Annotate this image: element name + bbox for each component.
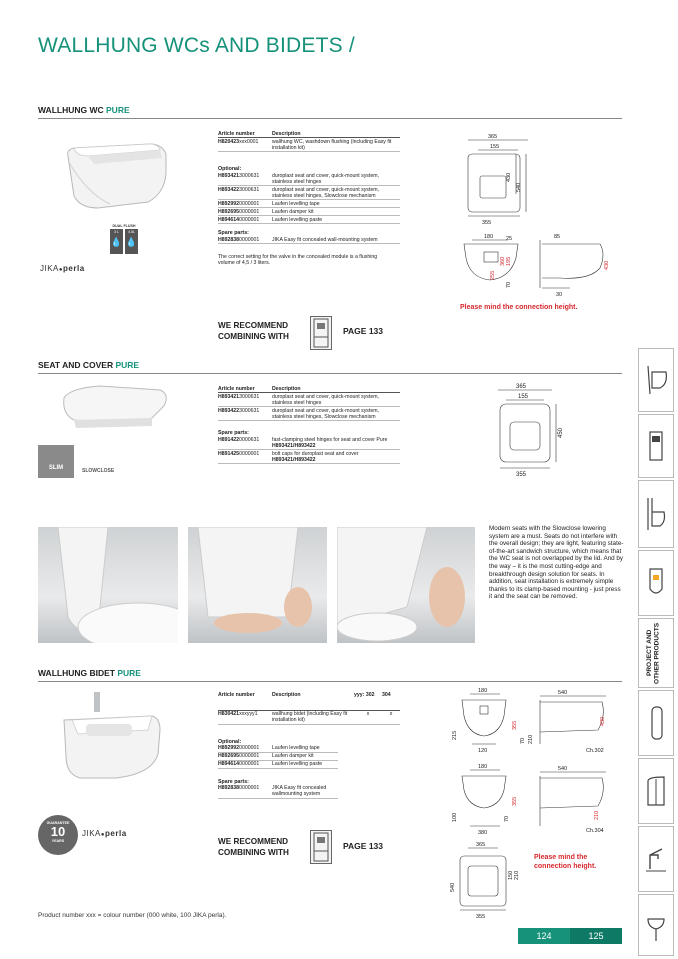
seat-photo-1 xyxy=(38,527,178,643)
page-number-left: 124 xyxy=(518,928,570,944)
bidet-col-304: 304 xyxy=(382,691,400,710)
article-prefix: H892695 xyxy=(218,208,240,215)
article-desc: JIKA Easy fit concealed wall-mounting system xyxy=(272,236,400,244)
dim-label: 150 xyxy=(508,870,514,880)
dim-label: 210 xyxy=(594,810,600,820)
warning-line-1: Please mind the xyxy=(534,854,588,861)
bidet-col-302: yyy: 302 xyxy=(354,691,382,710)
article-prefix: H892992 xyxy=(218,745,240,751)
dim-label: 255 xyxy=(490,270,496,280)
bidet-main-table xyxy=(218,691,400,725)
bidet-heading-text: WALLHUNG BIDET xyxy=(38,668,115,678)
article-desc: duroplast seat and cover, quick-mount system, stainless steel hinges xyxy=(272,172,400,186)
wc-page-ref[interactable]: PAGE 133 xyxy=(343,326,384,336)
bidet-col-desc: Description xyxy=(272,691,354,710)
installation-frame-icon xyxy=(310,830,332,864)
wc-brand-name: JIKA xyxy=(40,264,59,273)
article-desc: wallhung WC, washdown flushing (including Easy fit installation kit) xyxy=(272,138,400,152)
page-title: WALLHUNG WCs AND BIDETS / xyxy=(38,34,355,57)
table-row xyxy=(218,236,400,244)
wc-main-table xyxy=(218,130,400,152)
sidebar-tab-shower[interactable] xyxy=(638,758,674,824)
article-prefix: H894614 xyxy=(218,216,240,223)
article-prefix: H893421 xyxy=(218,393,240,400)
table-row xyxy=(218,407,400,421)
seat-photo-3 xyxy=(337,527,475,643)
article-desc: JIKA Easy fit concealed wallmounting system xyxy=(272,785,338,799)
bidet-connection-warning xyxy=(534,853,596,871)
toilet-icon xyxy=(642,494,670,534)
chart-label: Ch.304 xyxy=(586,828,604,834)
dim-label: 155 xyxy=(490,144,500,150)
sidebar-tab-washbasin[interactable] xyxy=(638,894,674,956)
article-desc-codes: H893421/H893422 xyxy=(272,456,316,463)
dim-label: 30 xyxy=(556,292,563,298)
sidebar-tab-bathtub[interactable] xyxy=(638,690,674,756)
seat-spec-table-block xyxy=(218,385,400,464)
wc-valve-note: The correct setting for the valve in the concealed module is a flushing volume of 4,5 / 3 liters. xyxy=(218,254,378,267)
slim-badge xyxy=(38,445,74,478)
installation-frame-icon xyxy=(642,426,670,466)
variant-302-mark: x xyxy=(354,710,382,724)
article-prefix: H892992 xyxy=(218,200,240,207)
washbasin-icon xyxy=(642,905,670,945)
seat-description: Modern seats with the Slowclose lowering system are a must. Seats do not interfere with the overall design; they are light, featuring state-of-the-art sandwich structure, which means that the WC seat is not overlapped by the lid. And by the way – it is the most cutting-edge and breakthrough design solution for seats. In addition, seat installation is extremely simple thanks to its clamp-based mounting - just press it and the seat can be removed. xyxy=(489,525,624,601)
sidebar-tab-urinal[interactable] xyxy=(638,550,674,616)
article-prefix: H891422 xyxy=(218,436,240,443)
dim-label: 100 xyxy=(452,812,458,822)
wc-brand-bold: perla xyxy=(63,264,85,273)
bidet-optional-label: Optional: xyxy=(218,738,242,745)
shower-enclosure-icon xyxy=(642,771,670,811)
dim-label: 155 xyxy=(518,394,529,400)
dim-label: 180 xyxy=(478,764,488,770)
seat-spare-table xyxy=(218,436,400,464)
dim-label: 430 xyxy=(506,172,512,182)
article-suffix: 0000001 xyxy=(239,208,260,215)
bidet-col-article: Article number xyxy=(218,691,272,710)
article-prefix: H893422 xyxy=(218,186,240,193)
dim-label: 180 xyxy=(484,234,494,240)
bidet-page-ref[interactable]: PAGE 133 xyxy=(343,841,384,851)
recommend-line-1: WE RECOMMEND xyxy=(218,321,289,330)
wc-col-desc: Description xyxy=(272,130,400,138)
table-row xyxy=(218,186,400,200)
seat-heading-accent: PURE xyxy=(115,360,140,370)
wallhung-bidet-image xyxy=(56,690,166,790)
article-suffix: 0000001 xyxy=(239,753,260,759)
seat-col-desc: Description xyxy=(272,385,400,393)
article-suffix: 0000001 xyxy=(239,236,260,243)
article-suffix: 0000001 xyxy=(239,785,260,791)
article-desc: Laufen levelling paste xyxy=(272,760,338,768)
article-suffix: 0000631 xyxy=(239,436,260,443)
wc-technical-drawing xyxy=(450,128,620,303)
bidet-brand-name: JIKA xyxy=(82,829,101,838)
bathtub-icon xyxy=(642,703,670,743)
sidebar-tab-project-label: PROJECT AND OTHER PRODUCTS xyxy=(646,622,661,684)
wc-spare-table xyxy=(218,236,400,244)
article-desc: Laufen damper kit xyxy=(272,208,400,216)
dim-label: 540 xyxy=(450,882,456,892)
wc-recommend xyxy=(218,320,289,342)
flush-3l-label: 3 L xyxy=(114,230,119,234)
article-suffix: xxx0001 xyxy=(239,138,259,145)
article-desc: bolt caps for duroplast seat and cover xyxy=(272,450,359,457)
bidet-technical-drawing xyxy=(446,686,622,922)
dim-label: 210 xyxy=(514,870,520,880)
article-prefix: H891425 xyxy=(218,450,240,457)
seat-main-table xyxy=(218,385,400,421)
table-row xyxy=(218,450,400,464)
bidet-section-rule xyxy=(38,681,622,682)
dim-label: 70 xyxy=(506,281,512,288)
seat-spare-label: Spare parts: xyxy=(218,430,249,436)
dim-label: 365 xyxy=(488,134,498,140)
guarantee-years-word: YEARS xyxy=(51,839,65,843)
slim-label: SLIM xyxy=(48,465,64,471)
sidebar-tab-project[interactable] xyxy=(638,618,674,688)
sidebar-tab-wc[interactable] xyxy=(638,348,674,412)
seat-cover-image xyxy=(60,384,172,434)
wc-optional-table xyxy=(218,172,400,224)
table-row xyxy=(218,752,338,760)
slowclose-label: SLOWCLOSE xyxy=(82,468,115,474)
table-row xyxy=(218,393,400,407)
wc-connection-warning: Please mind the connection height. xyxy=(460,304,578,311)
article-desc: Laufen levelling tape xyxy=(272,745,338,753)
article-suffix: 3000631 xyxy=(239,407,260,414)
warning-line-2: connection height. xyxy=(534,863,597,870)
bidet-recommend xyxy=(218,836,289,858)
installation-frame-icon xyxy=(310,316,332,350)
seat-heading-text: SEAT AND COVER xyxy=(38,360,114,370)
dim-label: 70 xyxy=(520,737,526,744)
dim-label: 430 xyxy=(600,716,606,726)
table-row xyxy=(218,172,400,186)
table-row xyxy=(218,216,400,224)
article-desc: duroplast seat and cover, quick-mount system, stainless steel hinges, Slowclose mechanism xyxy=(272,407,400,421)
article-suffix: 0000001 xyxy=(239,200,260,207)
article-desc: duroplast seat and cover, quick-mount system, stainless steel hinges, Slowclose mechanism xyxy=(272,186,400,200)
dim-label: 355 xyxy=(476,914,486,920)
article-prefix: H893421 xyxy=(218,172,240,179)
bidet-brand-logo: JIKA●perla xyxy=(82,829,127,838)
guarantee-word: GUARANTEE xyxy=(46,821,70,825)
flush-45l-label: 4.5L xyxy=(128,230,135,234)
bidet-spare-table xyxy=(218,785,338,799)
article-desc: duroplast seat and cover, quick-mount system, stainless steel hinges xyxy=(272,393,400,407)
article-suffix: 3000631 xyxy=(239,186,260,193)
table-row xyxy=(218,710,400,724)
urinal-icon xyxy=(642,563,670,603)
article-prefix: H894614 xyxy=(218,761,240,767)
recommend-line-1: WE RECOMMEND xyxy=(218,837,289,846)
article-desc: Laufen levelling paste xyxy=(272,216,400,224)
dim-label: 540 xyxy=(558,690,568,696)
bidet-brand-bold: perla xyxy=(105,829,127,838)
dim-label: 380 xyxy=(478,830,488,836)
article-prefix: H892695 xyxy=(218,753,240,759)
article-suffix: 0000001 xyxy=(239,745,260,751)
article-suffix: 3000631 xyxy=(239,172,260,179)
guarantee-years-number: 10 xyxy=(50,824,66,839)
dim-label: 210 xyxy=(528,734,534,744)
article-suffix: 3000631 xyxy=(239,393,260,400)
dim-label: 365 xyxy=(476,842,486,848)
table-row xyxy=(218,208,400,216)
dim-label: 355 xyxy=(512,720,518,730)
faucet-icon xyxy=(642,839,670,879)
seat-technical-drawing xyxy=(490,380,570,480)
wc-optional-label: Optional: xyxy=(218,166,242,172)
wc-heading-text: WALLHUNG WC xyxy=(38,105,104,115)
dual-flush-label: DUAL FLUSH xyxy=(112,224,136,228)
dim-label: 540 xyxy=(516,182,522,192)
article-prefix: H820423 xyxy=(218,138,240,145)
article-desc: wallhung bidet (including Easy fit installation kit) xyxy=(272,710,354,724)
article-suffix: 0000001 xyxy=(239,216,260,223)
bidet-spec-table-block xyxy=(218,691,400,799)
wc-brand-logo: JIKA●perla xyxy=(40,264,85,273)
variant-304-mark: x xyxy=(382,710,400,724)
article-suffix: 0000001 xyxy=(239,761,260,767)
table-row xyxy=(218,138,400,152)
article-prefix: H830421 xyxy=(218,711,240,717)
wc-section-heading xyxy=(38,105,130,115)
dim-label: 25 xyxy=(506,236,513,242)
dim-label: 180 xyxy=(478,688,488,694)
guarantee-badge xyxy=(38,815,78,855)
page-number-right: 125 xyxy=(570,928,622,944)
wc-section-rule xyxy=(38,118,622,119)
dim-label: 85 xyxy=(554,234,561,240)
dim-label: 540 xyxy=(558,766,568,772)
article-prefix: H892838 xyxy=(218,236,240,243)
bidet-heading-accent: PURE xyxy=(117,668,141,678)
recommend-line-2: COMBINING WITH xyxy=(218,332,289,341)
seat-col-article: Article number xyxy=(218,385,272,393)
article-desc: fast-clamping steel hinges for seat and cover Pure xyxy=(272,436,388,443)
dim-label: 195 xyxy=(506,256,512,266)
wc-col-article: Article number xyxy=(218,130,272,138)
bidet-spare-label: Spare parts: xyxy=(218,778,249,785)
wc-spare-label: Spare parts: xyxy=(218,230,249,236)
wallhung-wc-image xyxy=(58,134,176,216)
sidebar-tab-frame[interactable] xyxy=(638,414,674,478)
footer-note: Product number xxx = colour number (000 white, 100 JIKA perla). xyxy=(38,912,227,919)
wc-heading-accent: PURE xyxy=(106,105,130,115)
article-suffix: 0000001 xyxy=(239,450,260,457)
table-row xyxy=(218,760,338,768)
article-desc: Laufen levelling tape xyxy=(272,200,400,208)
table-row xyxy=(218,785,338,799)
article-desc: Laufen damper kit xyxy=(272,752,338,760)
table-row xyxy=(218,200,400,208)
dim-label: 215 xyxy=(452,730,458,740)
dim-label: 355 xyxy=(482,220,492,226)
chart-label: Ch.302 xyxy=(586,748,604,754)
sidebar-tab-faucet[interactable] xyxy=(638,826,674,892)
sidebar-tab-toilet[interactable] xyxy=(638,480,674,548)
wc-icon xyxy=(642,360,670,400)
dual-flush-badge xyxy=(110,224,138,254)
table-row xyxy=(218,745,338,753)
dim-label: 355 xyxy=(512,796,518,806)
dim-label: 430 xyxy=(604,260,610,270)
dim-label: 355 xyxy=(516,472,527,478)
dim-label: 450 xyxy=(558,427,564,438)
wc-spec-table-block xyxy=(218,130,400,266)
seat-section-heading xyxy=(38,360,139,370)
article-prefix: H892838 xyxy=(218,785,240,791)
article-suffix: xxxyyy1 xyxy=(239,711,258,717)
recommend-line-2: COMBINING WITH xyxy=(218,848,289,857)
seat-photo-2 xyxy=(188,527,327,643)
bidet-section-heading xyxy=(38,668,141,678)
dim-label: 120 xyxy=(478,748,488,754)
dim-label: 360 xyxy=(500,256,506,266)
table-row xyxy=(218,436,400,450)
dim-label: 70 xyxy=(504,815,510,822)
dim-label: 365 xyxy=(516,384,527,390)
bidet-optional-table xyxy=(218,745,338,769)
flush-45l-icon: 4.5L 💧 xyxy=(125,229,138,254)
flush-3l-icon: 3 L 💧 xyxy=(110,229,123,254)
article-desc-codes: H893421/H893422 xyxy=(272,442,316,449)
article-prefix: H893422 xyxy=(218,407,240,414)
seat-section-rule xyxy=(38,373,622,374)
